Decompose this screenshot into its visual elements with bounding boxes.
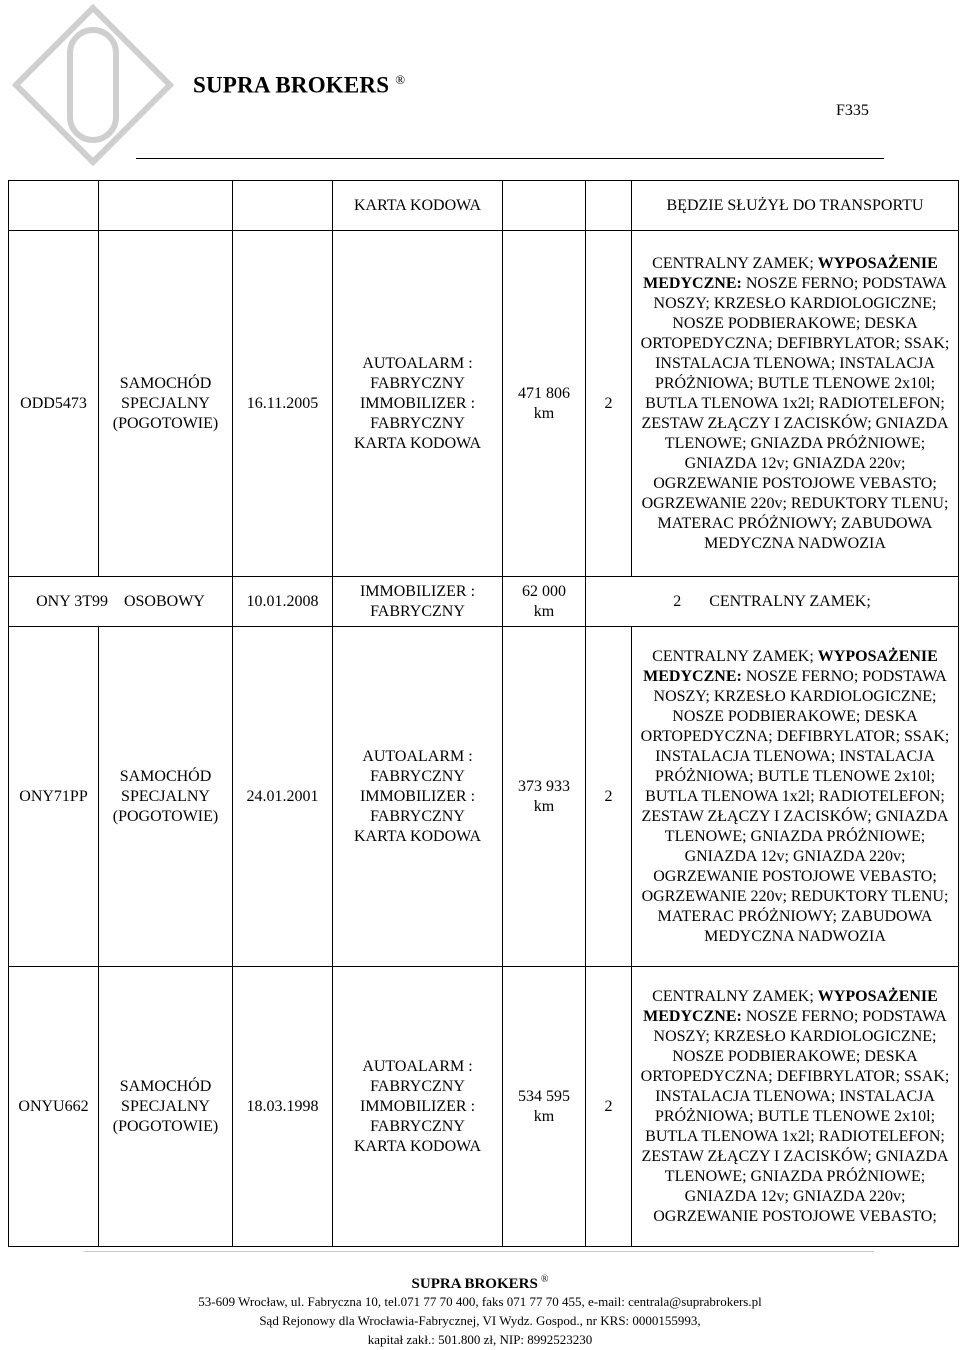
mileage-cell: 62 000 km bbox=[503, 577, 586, 627]
equipment-cell: CENTRALNY ZAMEK; WYPOSAŻENIE MEDYCZNE: NOSZE FERNO; PODSTAWA NOSZY; KRZESŁO KARDIOLOGICZNE; NOSZE PODBIERAKOWE; DESKA ORTOPEDYCZNA; DEFIBRYLATOR; SSAK; INSTALACJA TLENOWA; INSTALACJA PRÓŻNIOWA; BUTLE TLENOWE 2x10l; BUTLA TLENOWA 1x2l; RADIOTELEFON; ZESTAW ZŁĄCZY I ZACISKÓW; GNIAZDA TLENOWE; GNIAZDA PRÓŻNIOWE; GNIAZDA 12v; GNIAZDA 220v; OGRZEWANIE POSTOJOWE VEBASTO; OGRZEWANIE 220v; REDUKTORY TLENU; MATERAC PRÓŻNIOWY; ZABUDOWA MEDYCZNA NADWOZIA bbox=[632, 231, 959, 577]
date-cell: 24.01.2001 bbox=[233, 627, 333, 967]
mileage-cell: 373 933 km bbox=[503, 627, 586, 967]
vehicle-type-cell: SAMOCHÓD SPECJALNY (POGOTOWIE) bbox=[99, 231, 233, 577]
mileage-cell: 534 595 km bbox=[503, 967, 586, 1247]
table-row bbox=[9, 231, 959, 577]
keys-cell: 2 bbox=[586, 627, 632, 967]
equipment-cell: CENTRALNY ZAMEK; WYPOSAŻENIE MEDYCZNE: NOSZE FERNO; PODSTAWA NOSZY; KRZESŁO KARDIOLOGICZNE; NOSZE PODBIERAKOWE; DESKA ORTOPEDYCZNA; DEFIBRYLATOR; SSAK; INSTALACJA TLENOWA; INSTALACJA PRÓŻNIOWA; BUTLE TLENOWE 2x10l; BUTLA TLENOWA 1x2l; RADIOTELEFON; ZESTAW ZŁĄCZY I ZACISKÓW; GNIAZDA TLENOWE; GNIAZDA PRÓŻNIOWE; GNIAZDA 12v; GNIAZDA 220v; OGRZEWANIE POSTOJOWE VEBASTO; bbox=[632, 967, 959, 1247]
security-cell: IMMOBILIZER : FABRYCZNY bbox=[333, 577, 503, 627]
security-cell: AUTOALARM : FABRYCZNY IMMOBILIZER : FABRYCZNY KARTA KODOWA bbox=[333, 627, 503, 967]
date-cell: 10.01.2008 bbox=[233, 577, 333, 627]
keys-cell: 2 bbox=[586, 231, 632, 577]
mileage-cell: 471 806 km bbox=[503, 231, 586, 577]
vehicle-type-cell: SAMOCHÓD SPECJALNY (POGOTOWIE) bbox=[99, 967, 233, 1247]
registration-cell: ONY71PP bbox=[9, 627, 99, 967]
vehicle-table bbox=[8, 180, 959, 1247]
document-code: F335 bbox=[836, 102, 869, 119]
footer-court: Sąd Rejonowy dla Wrocławia-Fabrycznej, VI Wydz. Gospod., nr KRS: 0000155993, bbox=[259, 1313, 701, 1328]
header-divider bbox=[136, 158, 884, 159]
table-row bbox=[9, 577, 959, 627]
table-cell: BĘDZIE SŁUŻYŁ DO TRANSPORTU bbox=[632, 181, 959, 231]
keys-cell: 2 bbox=[586, 967, 632, 1247]
security-cell: AUTOALARM : FABRYCZNY IMMOBILIZER : FABRYCZNY KARTA KODOWA bbox=[333, 967, 503, 1247]
registration-type-cell: ONY 3T99 OSOBOWY bbox=[9, 577, 233, 627]
footer-address: 53-609 Wrocław, ul. Fabryczna 10, tel.071 77 70 400, faks 071 77 70 455, e-mail: centrala@suprabrokers.pl bbox=[198, 1294, 762, 1309]
footer-capital: kapitał zakł.: 501.800 zł, NIP: 8992523230 bbox=[367, 1332, 593, 1347]
table-row bbox=[9, 627, 959, 967]
table-cell: KARTA KODOWA bbox=[333, 181, 503, 231]
footer-divider bbox=[84, 1251, 874, 1252]
security-cell: AUTOALARM : FABRYCZNY IMMOBILIZER : FABRYCZNY KARTA KODOWA bbox=[333, 231, 503, 577]
date-cell: 16.11.2005 bbox=[233, 231, 333, 577]
keys-equipment-cell: 2 CENTRALNY ZAMEK; bbox=[586, 577, 959, 627]
equipment-cell: CENTRALNY ZAMEK; WYPOSAŻENIE MEDYCZNE: NOSZE FERNO; PODSTAWA NOSZY; KRZESŁO KARDIOLOGICZNE; NOSZE PODBIERAKOWE; DESKA ORTOPEDYCZNA; DEFIBRYLATOR; SSAK; INSTALACJA TLENOWA; INSTALACJA PRÓŻNIOWA; BUTLE TLENOWE 2x10l; BUTLA TLENOWA 1x2l; RADIOTELEFON; ZESTAW ZŁĄCZY I ZACISKÓW; GNIAZDA TLENOWE; GNIAZDA PRÓŻNIOWE; GNIAZDA 12v; GNIAZDA 220v; OGRZEWANIE POSTOJOWE VEBASTO; OGRZEWANIE 220v; REDUKTORY TLENU; MATERAC PRÓŻNIOWY; ZABUDOWA MEDYCZNA NADWOZIA bbox=[632, 627, 959, 967]
brand-name: SUPRA BROKERS ® bbox=[193, 72, 406, 98]
table-row bbox=[9, 181, 959, 231]
date-cell: 18.03.1998 bbox=[233, 967, 333, 1247]
registration-cell: ONYU662 bbox=[9, 967, 99, 1247]
supra-brokers-logo bbox=[8, 0, 178, 170]
vehicle-type-cell: SAMOCHÓD SPECJALNY (POGOTOWIE) bbox=[99, 627, 233, 967]
table-row bbox=[9, 967, 959, 1247]
footer-brand: SUPRA BROKERS ® bbox=[411, 1274, 549, 1292]
registration-cell: ODD5473 bbox=[9, 231, 99, 577]
